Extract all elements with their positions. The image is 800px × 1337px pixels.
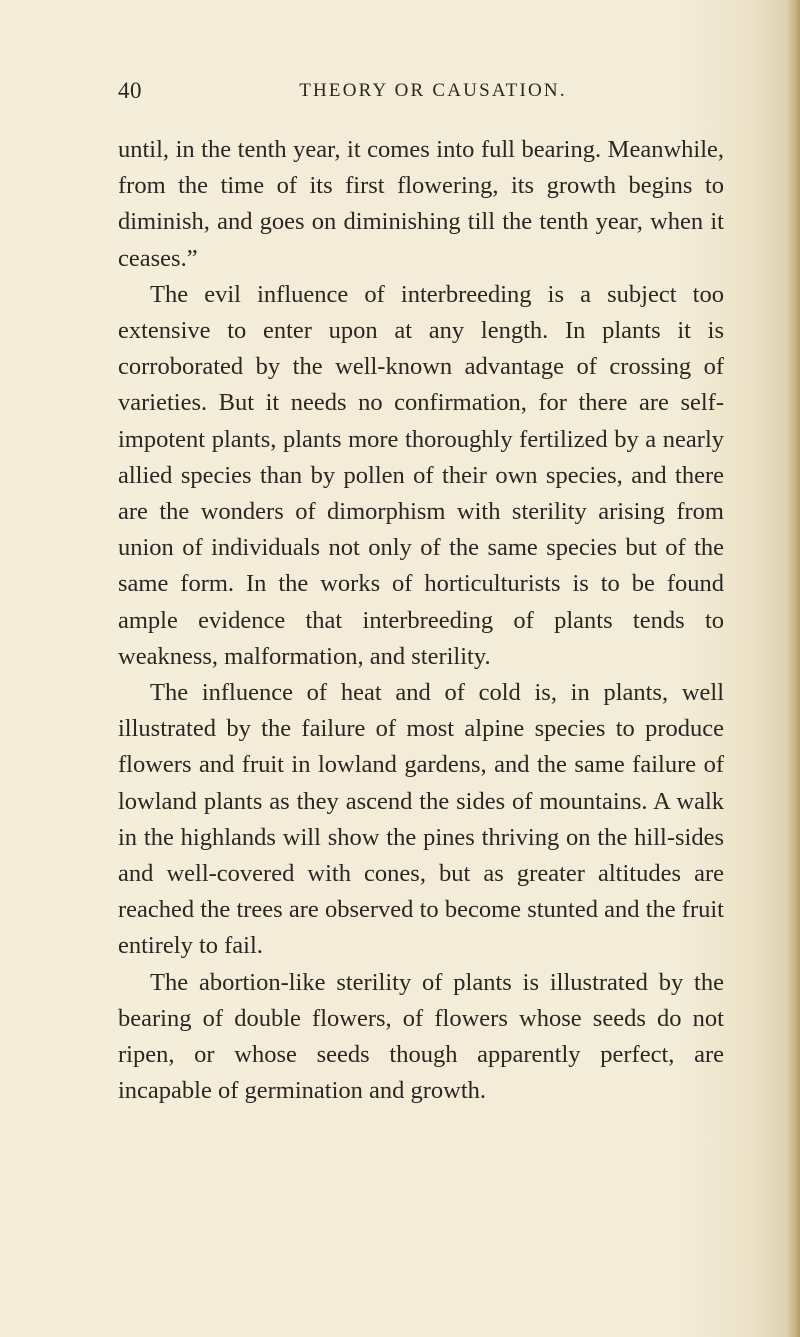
paragraph-heat-and-cold: The influence of heat and of cold is, in plants, well illustrated by the failure of most alpine species to produce flowers and fruit in lowland gardens, and the same failure of lowland plants as they ascend the sides of mountains. A walk in the highlands will show the pines thriving on the hill-sides and well-covered with cones, but as greater altitudes are reached the trees are observed to become stunted and the fruit entirely to fail.	[118, 679, 724, 960]
paragraph-interbreeding: The evil influence of interbreeding is a subject too extensive to enter upon at any length. In plants it is corroborated by the well-known advantage of crossing of varieties. But it needs no confirmation, for there are self-impotent plants, plants more thoroughly fertilized by a nearly allied species than by pollen of their own species, and there are the wonders of dimorphism with sterility arising from union of individuals not only of the same species but of the same form. In the works of horticulturists is to be found ample evidence that interbreeding of plants tends to weakness, malformation, and sterility.	[118, 280, 724, 670]
page-number: 40	[118, 78, 142, 103]
page-edge-shadow	[786, 0, 800, 1337]
body-text	[118, 132, 724, 1109]
running-title: THEORY OR CAUSATION.	[299, 80, 567, 101]
page-header	[118, 78, 708, 108]
paragraph-abortion-like-sterility: The abortion-like sterility of plants is illustrated by the bearing of double flowers, of flowers whose seeds do not ripen, or whose seeds though apparently perfect, are incapable of germination and growth.	[118, 968, 724, 1105]
paragraph-continued: until, in the tenth year, it comes into full bearing. Meanwhile, from the time of its first flowering, its growth begins to diminish, and goes on diminishing till the tenth year, when it ceases.”	[118, 136, 724, 272]
